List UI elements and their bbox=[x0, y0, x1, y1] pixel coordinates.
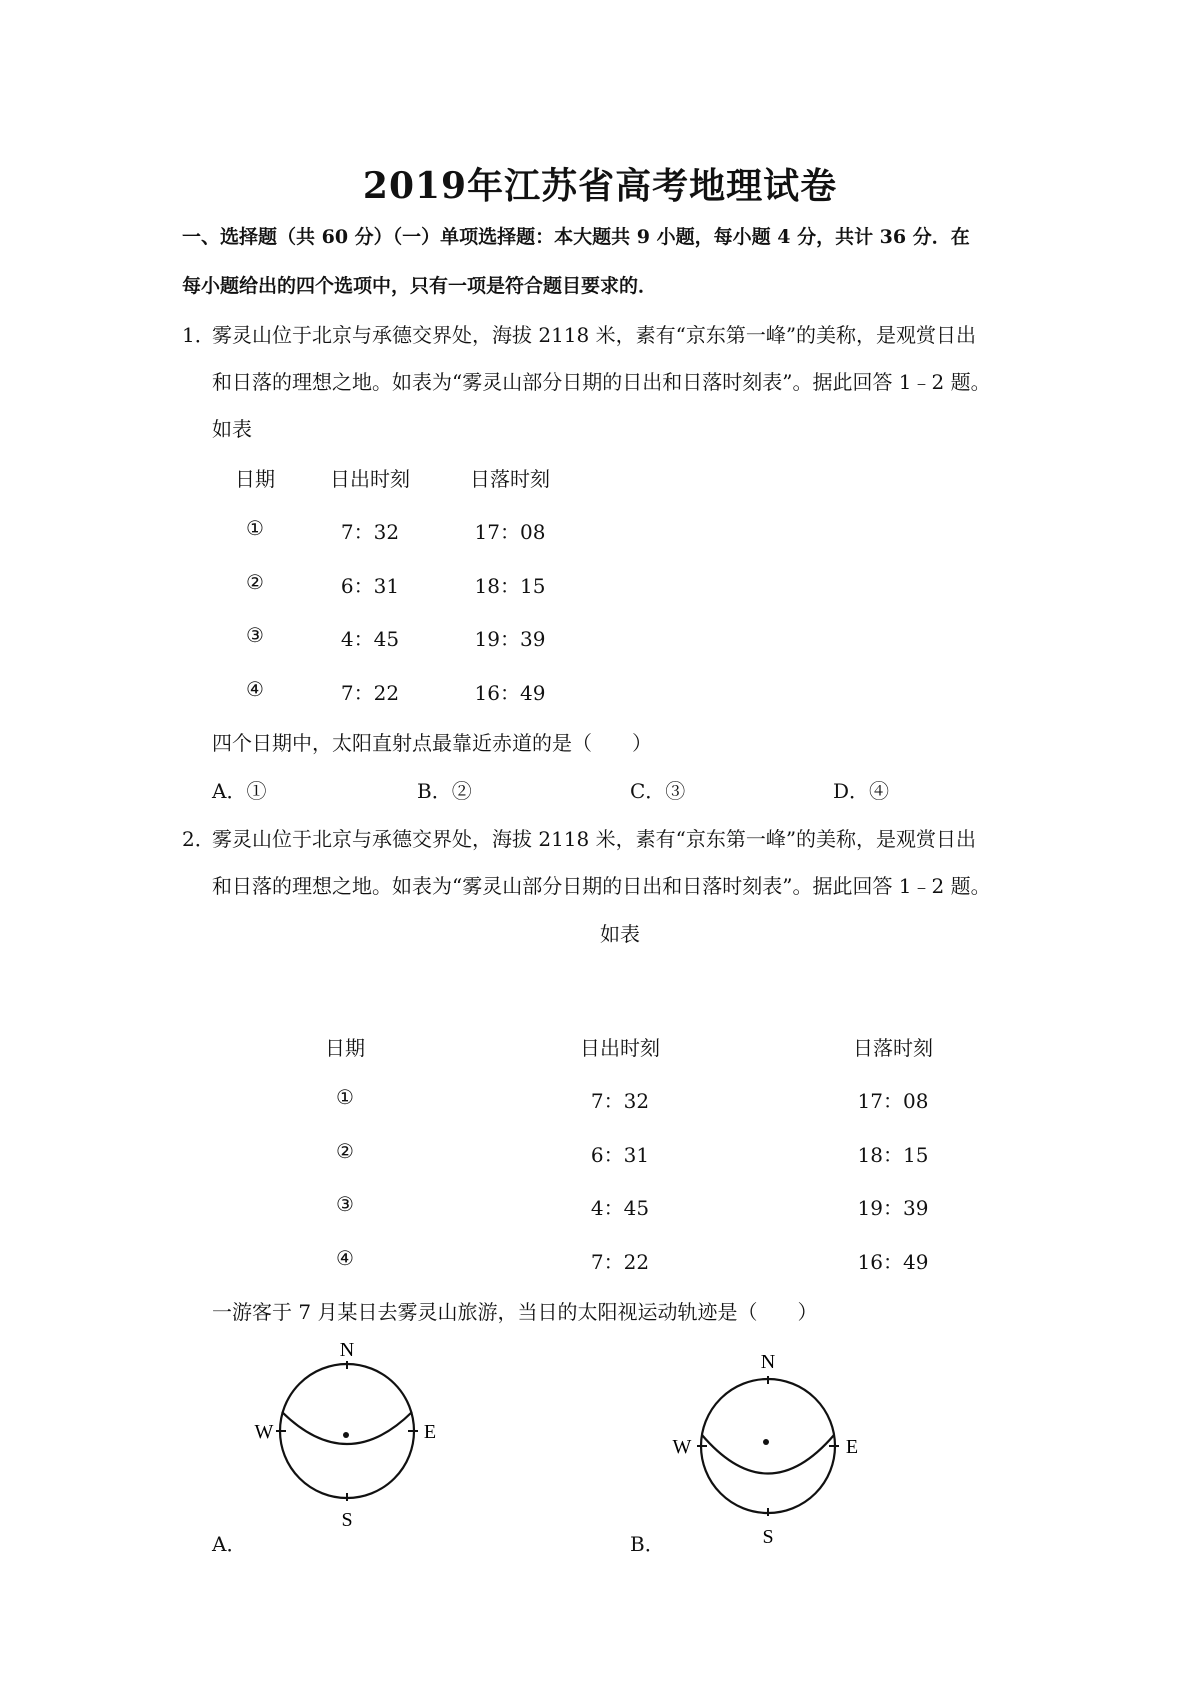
q2-number: 2． bbox=[182, 827, 215, 851]
q1-header-date: 日期 bbox=[235, 467, 275, 491]
sun-path-diagram-a bbox=[240, 1328, 470, 1538]
q1-row4-sunset: 16：49 bbox=[474, 681, 546, 705]
q1-header-sunset: 日落时刻 bbox=[470, 467, 550, 491]
page-title: 2019年江苏省高考地理试卷 bbox=[362, 165, 838, 207]
north-label: N bbox=[760, 1351, 776, 1373]
q1-option-d[interactable]: D．④ bbox=[833, 779, 890, 803]
q1-number: 1． bbox=[182, 323, 215, 347]
q1-option-b[interactable]: B．② bbox=[417, 779, 472, 803]
q2-header-sunrise: 日出时刻 bbox=[580, 1036, 660, 1060]
west-label: W bbox=[672, 1436, 692, 1458]
east-label: E bbox=[845, 1436, 859, 1458]
q1-row3-sunrise: 4：45 bbox=[340, 627, 400, 651]
q2-header-sunset: 日落时刻 bbox=[853, 1036, 933, 1060]
q2-option-a[interactable]: A． bbox=[212, 1532, 247, 1556]
q1-header-sunrise: 日出时刻 bbox=[330, 467, 410, 491]
observer-dot bbox=[763, 1439, 769, 1445]
east-label: E bbox=[423, 1421, 437, 1443]
q1-option-a[interactable]: A．① bbox=[212, 779, 267, 803]
q1-question: 四个日期中，太阳直射点最靠近赤道的是（ ） bbox=[212, 731, 652, 755]
q2-stem-line2: 和日落的理想之地。如表为“雾灵山部分日期的日出和日落时刻表”。据此回答 1﹣2 题。 bbox=[212, 874, 991, 898]
q2-header-date: 日期 bbox=[325, 1036, 365, 1060]
q2-row3-date: ③ bbox=[336, 1192, 354, 1216]
q2-row4-sunset: 16：49 bbox=[857, 1250, 929, 1274]
q2-row1-date: ① bbox=[336, 1085, 354, 1109]
q1-row3-sunset: 19：39 bbox=[474, 627, 546, 651]
q1-row2-date: ② bbox=[246, 570, 264, 594]
q1-row4-sunrise: 7：22 bbox=[340, 681, 400, 705]
q2-row4-sunrise: 7：22 bbox=[590, 1250, 650, 1274]
q1-stem-line3: 如表 bbox=[212, 417, 252, 441]
q2-stem-line1: 雾灵山位于北京与承德交界处，海拔 2118 米，素有“京东第一峰”的美称，是观赏日出 bbox=[212, 827, 977, 851]
section-heading-line2: 每小题给出的四个选项中，只有一项是符合题目要求的． bbox=[182, 275, 658, 297]
q2-row4-date: ④ bbox=[336, 1246, 354, 1270]
q2-row2-sunset: 18：15 bbox=[857, 1143, 929, 1167]
q1-stem-line1: 雾灵山位于北京与承德交界处，海拔 2118 米，素有“京东第一峰”的美称，是观赏日出 bbox=[212, 323, 977, 347]
north-label: N bbox=[339, 1339, 355, 1361]
q2-question: 一游客于 7 月某日去雾灵山旅游，当日的太阳视运动轨迹是（ ） bbox=[212, 1300, 818, 1324]
horizon-circle bbox=[701, 1379, 835, 1513]
south-label: S bbox=[762, 1526, 774, 1548]
q1-row1-date: ① bbox=[246, 516, 264, 540]
q1-row1-sunrise: 7：32 bbox=[340, 520, 400, 544]
observer-dot bbox=[343, 1432, 349, 1438]
sun-path-arc bbox=[282, 1412, 412, 1444]
q1-stem-line2: 和日落的理想之地。如表为“雾灵山部分日期的日出和日落时刻表”。据此回答 1﹣2 题。 bbox=[212, 370, 991, 394]
south-label: S bbox=[341, 1509, 353, 1531]
section-heading-line1: 一、选择题（共 60 分）（一）单项选择题：本大题共 9 小题，每小题 4 分，共计 36 分．在 bbox=[182, 226, 970, 248]
q1-row2-sunrise: 6：31 bbox=[340, 574, 400, 598]
horizon-circle bbox=[280, 1364, 414, 1498]
q1-row2-sunset: 18：15 bbox=[474, 574, 546, 598]
q2-row3-sunrise: 4：45 bbox=[590, 1196, 650, 1220]
q2-option-b[interactable]: B． bbox=[630, 1532, 665, 1556]
q1-option-c[interactable]: C．③ bbox=[630, 779, 686, 803]
q2-row1-sunset: 17：08 bbox=[857, 1089, 929, 1113]
q2-row2-sunrise: 6：31 bbox=[590, 1143, 650, 1167]
q1-row4-date: ④ bbox=[246, 677, 264, 701]
sun-path-diagram-b bbox=[660, 1340, 890, 1550]
q2-row2-date: ② bbox=[336, 1139, 354, 1163]
q2-row3-sunset: 19：39 bbox=[857, 1196, 929, 1220]
q2-row1-sunrise: 7：32 bbox=[590, 1089, 650, 1113]
q2-stem-line3: 如表 bbox=[600, 922, 640, 946]
west-label: W bbox=[254, 1421, 274, 1443]
q1-row3-date: ③ bbox=[246, 623, 264, 647]
q1-row1-sunset: 17：08 bbox=[474, 520, 546, 544]
